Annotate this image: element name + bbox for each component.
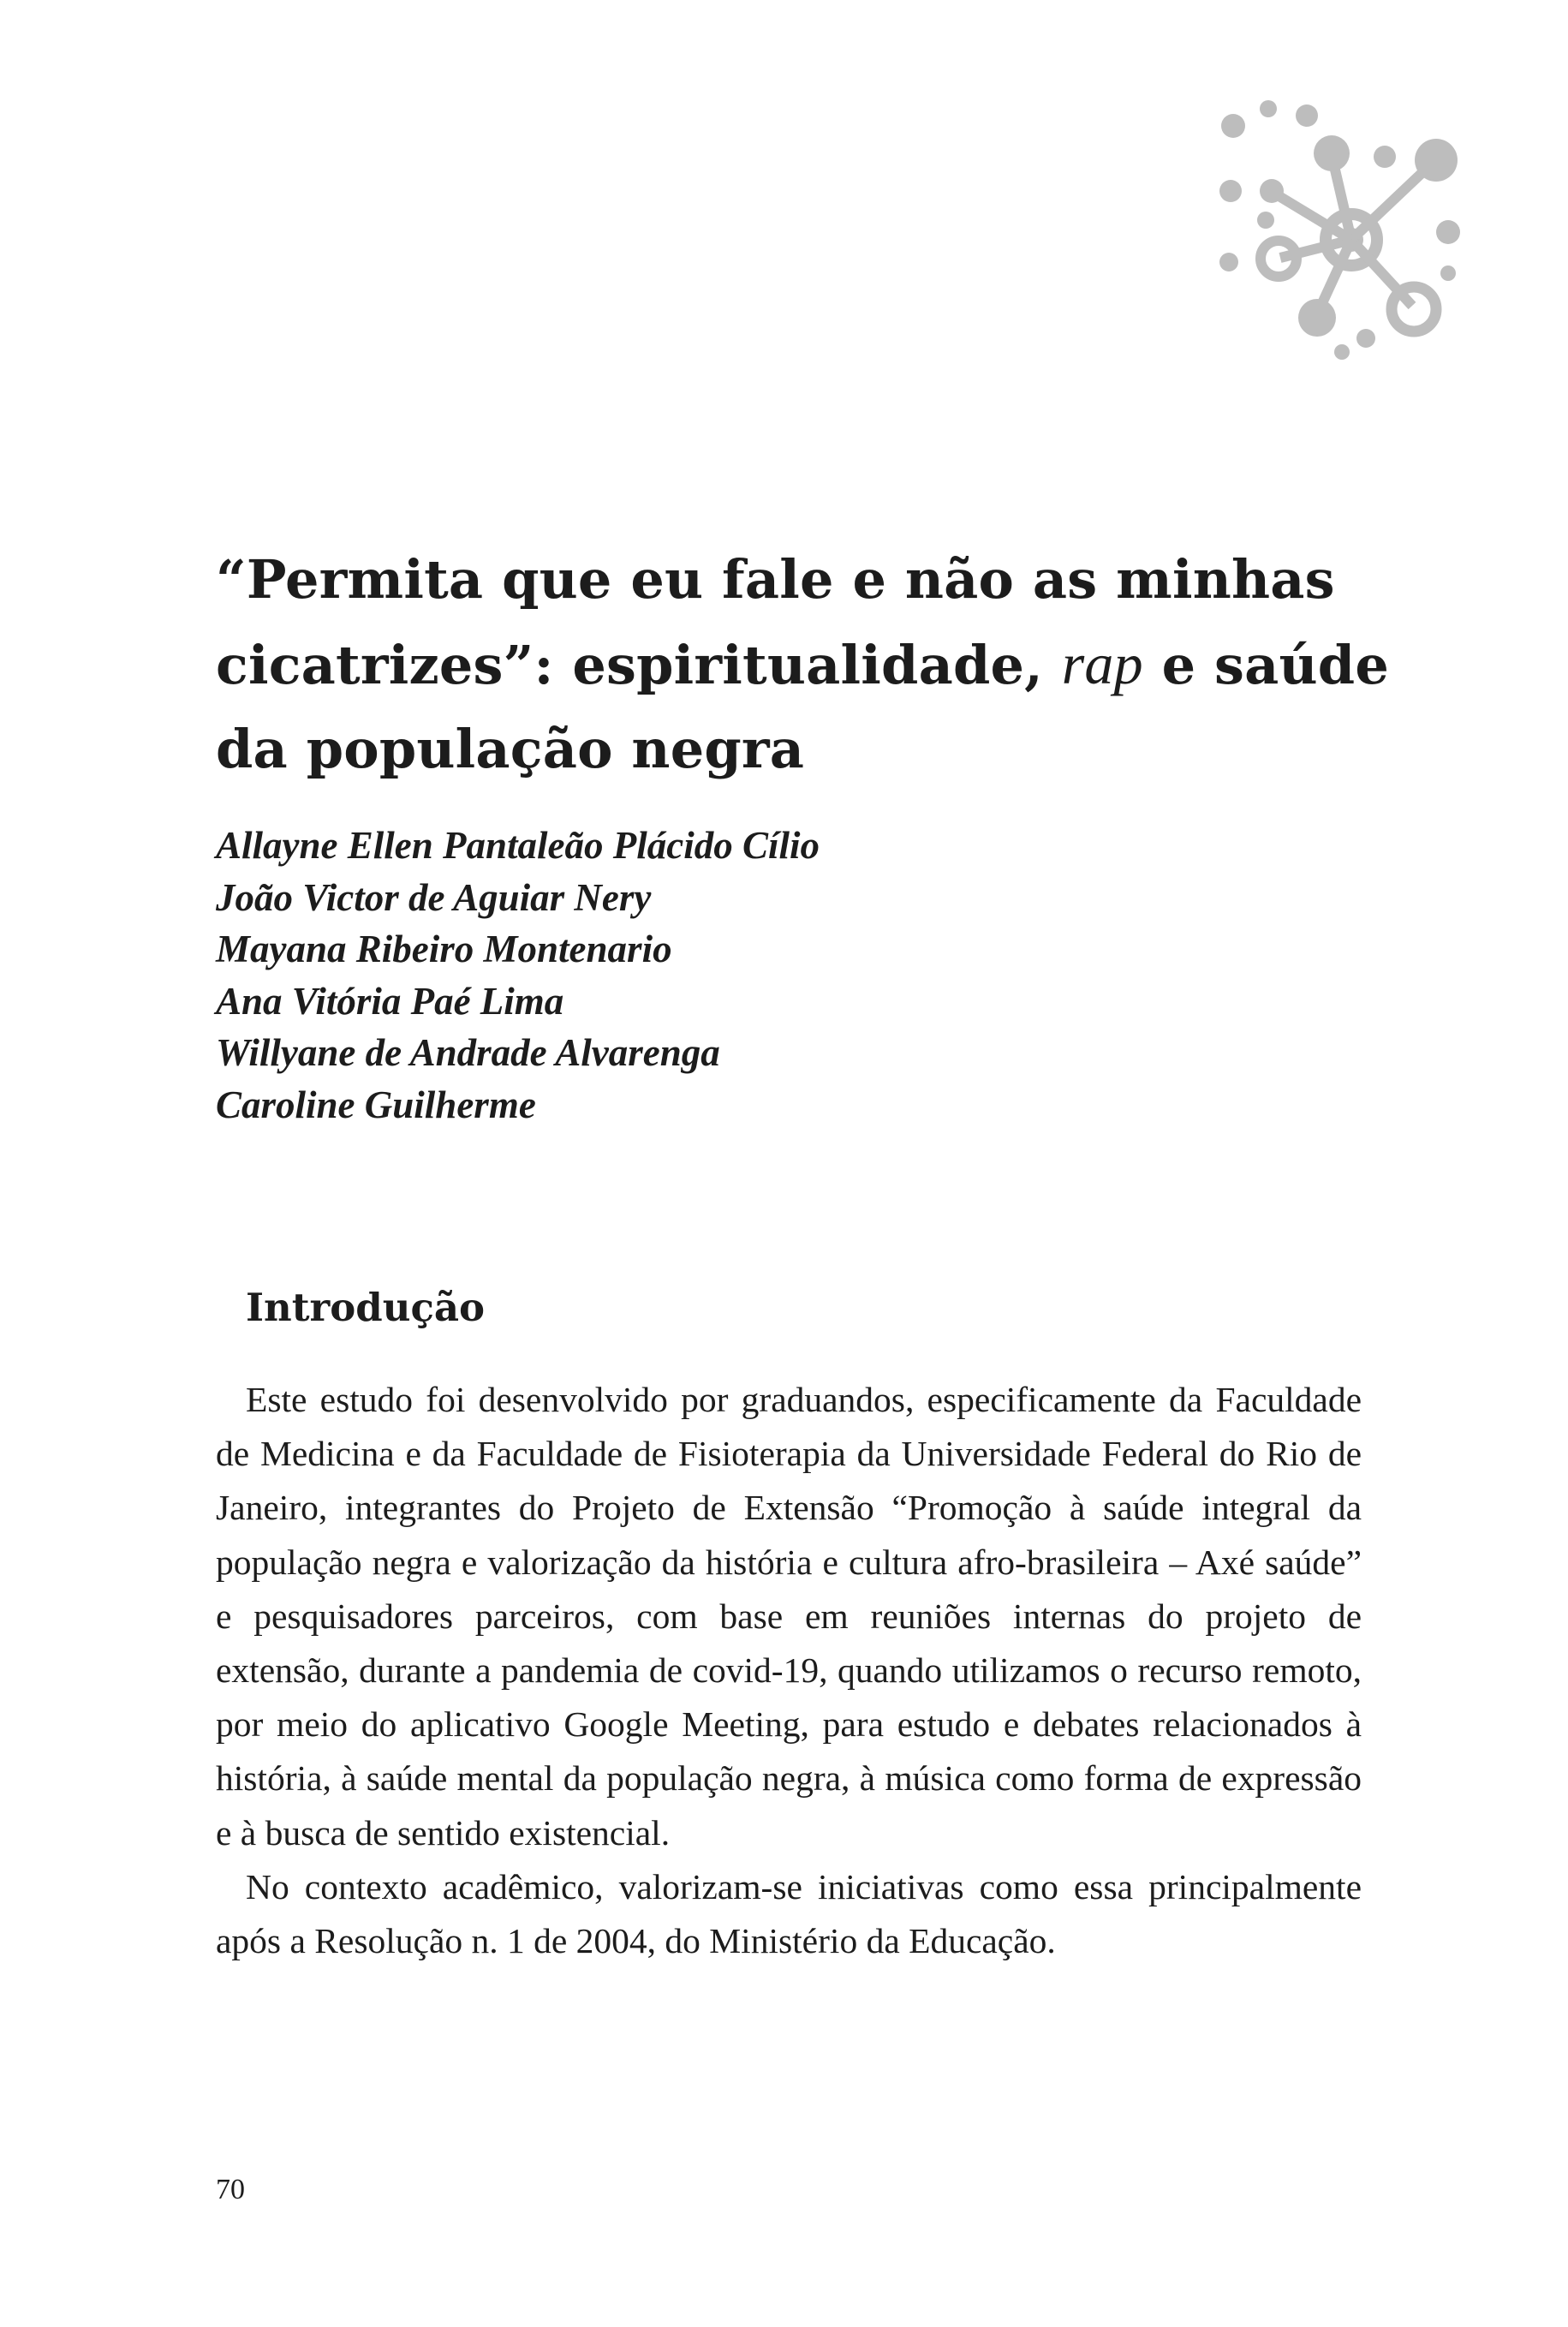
author-name: Ana Vitória Paé Lima — [216, 979, 564, 1023]
title-line-3: da população negra — [216, 718, 805, 780]
author-list — [216, 820, 820, 1131]
author-name: Allayne Ellen Pantaleão Plácido Cílio — [216, 824, 820, 867]
body-text — [216, 1373, 1362, 1968]
author-name: João Victor de Aguiar Nery — [216, 875, 652, 919]
author-name: Willyane de Andrade Alvarenga — [216, 1031, 720, 1074]
chapter-title — [216, 538, 1415, 791]
author-name: Mayana Ribeiro Montenario — [216, 928, 672, 970]
title-line-2-start: cicatrizes”: espiritualidade, — [216, 634, 1062, 696]
paragraph: Este estudo foi desenvolvido por graduandos, especificamente da Faculdade de Medicina e da Faculdade de Fisioterapia da Universidade Federal do Rio de Janeiro, integrantes do Projeto de Extensão “Promoção à saúde integral da população negra e valorização da história e cultura afro-brasileira – Axé saúde” e pesquisadores parceiros, com base em reuniões internas do projeto de extensão, durante a pandemia de covid-19, quando utilizamos o recurso remoto, por meio do aplicativo Google Meeting, para estudo e debates relacionados à história, à saúde mental da população negra, à música como forma de expressão e à busca de sentido existencial. — [216, 1380, 1362, 1853]
paragraph: No contexto acadêmico, valorizam-se iniciativas como essa principalmente após a Resolução n. 1 de 2004, do Ministério da Educação. — [216, 1866, 1362, 1961]
page-number: 70 — [216, 2174, 245, 2205]
title-italic-word: rap — [1061, 631, 1143, 696]
dotted-network-logo-icon — [1195, 81, 1469, 364]
title-line-1: “Permita que eu fale e não as minhas — [216, 548, 1335, 611]
title-line-2-end: e saúde — [1142, 634, 1389, 696]
author-name: Caroline Guilherme — [216, 1083, 536, 1126]
section-heading: Introdução — [246, 1285, 486, 1330]
title-line-2 — [216, 622, 1415, 707]
